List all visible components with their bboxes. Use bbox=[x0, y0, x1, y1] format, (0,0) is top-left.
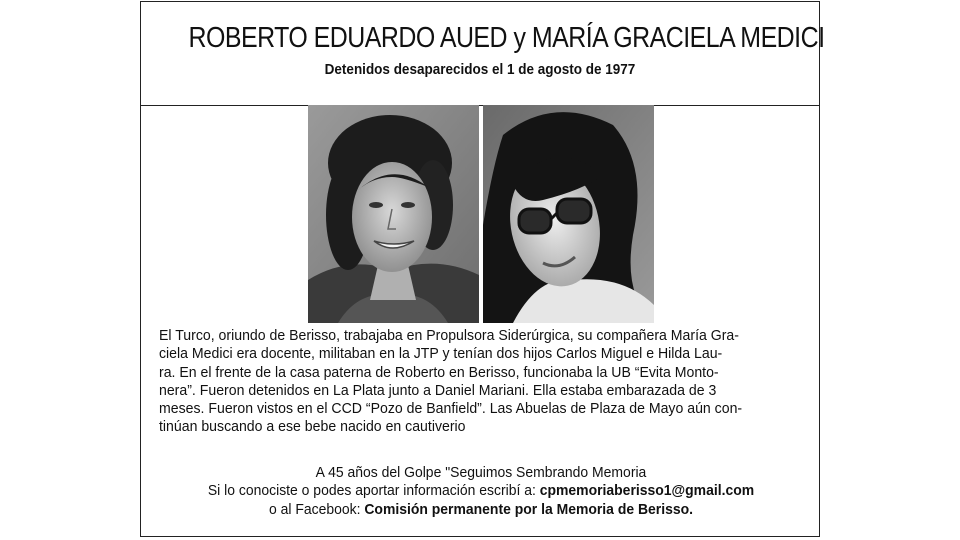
contact-email-link[interactable]: cpmemoriaberisso1@gmail.com bbox=[539, 482, 755, 500]
notice-title: ROBERTO EDUARDO AUED y MARÍA GRACIELA MEDICI bbox=[188, 22, 825, 54]
contact-prefix: Si lo conociste o podes aportar información escribí a: bbox=[207, 482, 540, 500]
notice-subtitle: Detenidos desaparecidos el 1 de agosto de 1977 bbox=[324, 61, 636, 78]
facebook-page-link[interactable]: Comisión permanente por la Memoria de Berisso. bbox=[364, 500, 694, 518]
photo-roberto-aued bbox=[308, 105, 479, 323]
notice-header bbox=[141, 2, 825, 106]
biography-line: nera”. Fueron detenidos en La Plata junto a Daniel Mariani. Ella estaba embarazada de 3 bbox=[159, 381, 717, 399]
biography-line: tinúan buscando a ese bebe nacido en cautiverio bbox=[159, 418, 466, 436]
facebook-prefix: o al Facebook: bbox=[268, 500, 365, 518]
portrait-woman-icon bbox=[483, 105, 654, 323]
portrait-man-icon bbox=[308, 105, 479, 323]
photo-maria-medici bbox=[483, 105, 654, 323]
biography-text bbox=[159, 327, 761, 437]
biography-line: ciela Medici era docente, militaban en la JTP y tenían dos hijos Carlos Miguel e Hilda Lau- bbox=[159, 345, 723, 363]
memory-slogan: A 45 años del Golpe "Seguimos Sembrando Memoria bbox=[315, 464, 647, 481]
biography-line: meses. Fueron vistos en el CCD “Pozo de Banfield”. Las Abuelas de Plaza de Mayo aún con- bbox=[159, 400, 743, 418]
contact-email-line bbox=[165, 482, 797, 500]
biography-line: ra. En el frente de la casa paterna de Roberto en Berisso, funcionaba la UB “Evita Monto- bbox=[159, 363, 719, 381]
facebook-line bbox=[165, 501, 797, 519]
footer-lines bbox=[141, 464, 821, 519]
photo-row bbox=[308, 105, 654, 323]
memorial-notice bbox=[140, 1, 825, 537]
biography-line: El Turco, oriundo de Berisso, trabajaba en Propulsora Siderúrgica, su compañera María Gra- bbox=[159, 327, 739, 344]
